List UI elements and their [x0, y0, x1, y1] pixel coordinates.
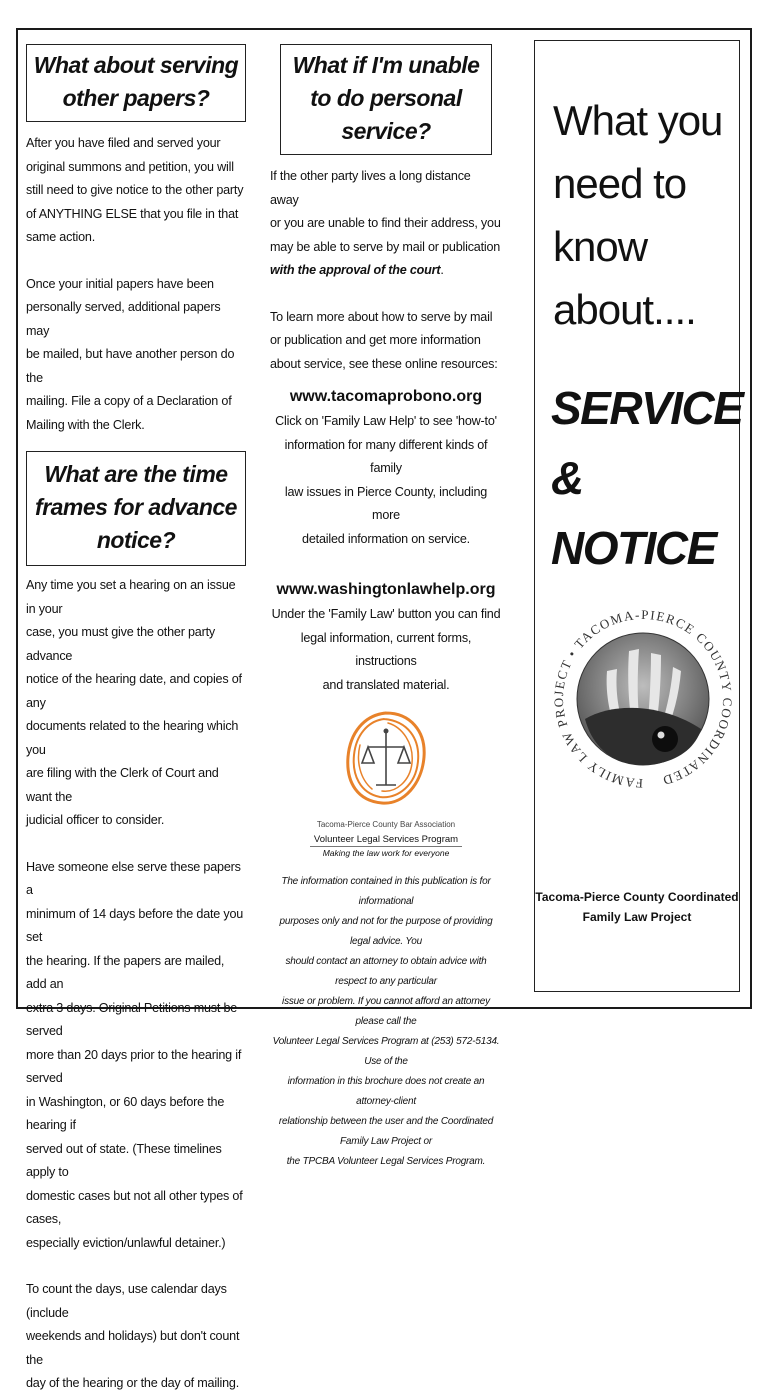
column-right-cover	[534, 40, 743, 992]
paragraph-learn-more: To learn more about how to serve by mail or publication and get more information about service, see these online resources:	[270, 309, 498, 371]
seal-text: FAMILY LAW PROJECT • TACOMA-PIERCE COUNTY COORDINATED	[550, 606, 736, 792]
approval-emphasis: with the approval of the court	[270, 263, 441, 277]
vlsp-tagline: Making the law work for everyone	[322, 848, 450, 858]
cover-lead: What you need to know about....	[553, 97, 723, 333]
heading-unable-personal-service: What if I'm unable to do personal service?	[280, 44, 492, 155]
vlsp-org: Tacoma-Pierce County Bar Association	[316, 820, 456, 829]
paragraph-washingtonlawhelp-desc: Under the 'Family Law' button you can find legal information, current forms, instructions and translated material.	[271, 607, 501, 692]
paragraph-filed-served: After you have filed and served your original summons and petition, you will still need to give notice to the other party of ANYTHING ELSE that you file in that same action.	[26, 136, 244, 244]
paragraph-initial-papers: Once your initial papers have been personally served, additional papers may be mailed, but have another person do the mailing. File a copy of a Declaration of Mailing with the Clerk.	[26, 276, 235, 432]
column-left	[26, 44, 246, 1396]
hand-seal-icon	[545, 601, 741, 797]
column-middle	[270, 44, 502, 1182]
link-washingtonlawhelp[interactable]: www.washingtonlawhelp.org	[276, 581, 496, 598]
cover-title: SERVICE & NOTICE	[551, 382, 743, 574]
paragraph-count-days: To count the days, use calendar days (include weekends and holidays) but don't count the day of the hearing or the day of mailing.	[26, 1282, 240, 1390]
vlsp-program: Volunteer Legal Services Program	[310, 834, 462, 847]
paragraph-any-hearing: Any time you set a hearing on an issue in your case, you must give the other party advance notice of the hearing date, and copies of any documents related to the hearing which you are filing with the Clerk of Court and want the judicial officer to consider.	[26, 578, 242, 827]
disclaimer-text: The information contained in this publication is for informational purposes only and not for the purpose of providing legal advice. You should contact an attorney to obtain advice with respect to any particular issue or problem. If you cannot afford an attorney please call the Volunteer Legal Services Program at (253) 572-5134. Use of the information in this brochure does not create an attorney-client relationship between the user and the Coordinated Family Law Project or the TPCBA Volunteer Legal Services Program.	[272, 876, 500, 1167]
heading-time-frames: What are the time frames for advance notice?	[26, 451, 246, 566]
family-law-project-seal	[545, 601, 741, 797]
scales-of-justice-icon	[338, 705, 434, 813]
cover-org-name: Tacoma-Pierce County Coordinated Family Law Project	[535, 890, 739, 924]
heading-serving-other-papers: What about serving other papers?	[26, 44, 246, 122]
paragraph-serve-minimum: Have someone else serve these papers a minimum of 14 days before the date you set the hearing. If the papers are mailed, add an extra 3 days. Original Petitions must be served more than 20 days prior to the hearing if served in Washington, or 60 days before the hearing if served out of state. (These timelines apply to domestic cases but not all other types of cases, especially eviction/unlawful detainer.)	[26, 859, 244, 1250]
link-tacomaprobono[interactable]: www.tacomaprobono.org	[289, 388, 483, 405]
vlsp-logo	[270, 705, 502, 858]
paragraph-long-distance: If the other party lives a long distance away or you are unable to find their address, you may be able to serve by mail or publication with the approval of the court.	[270, 169, 501, 277]
paragraph-tacomaprobono-desc: Click on 'Family Law Help' to see 'how-to' information for many different kinds of family law issues in Pierce County, including more detailed information on service.	[275, 414, 497, 546]
